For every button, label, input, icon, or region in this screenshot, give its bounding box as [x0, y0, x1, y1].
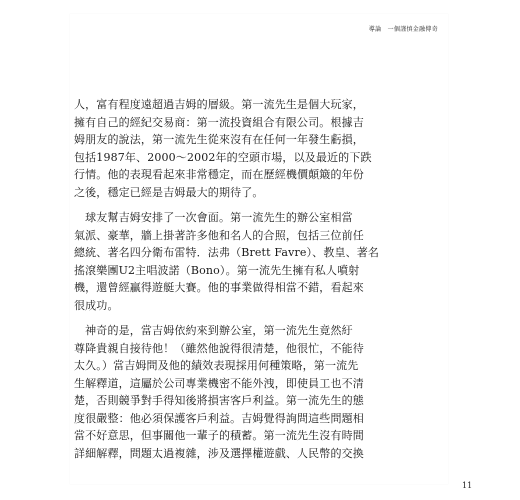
paragraph-2: [74, 209, 380, 314]
text-line: 生解釋道，這屬於公司專業機密不能外洩，即使員工也不清: [74, 376, 364, 390]
paragraph-1: [74, 96, 374, 201]
text-line: 很成功。: [74, 298, 119, 312]
running-header: [369, 24, 438, 33]
text-line: 尊降貴親自接待他！（雖然他說得很清楚，他很忙，不能待: [74, 341, 364, 355]
text-line: 擁有自己的經紀交易商：第一流投資組合有限公司。根據吉: [74, 115, 364, 129]
text-line: 神奇的是，當吉姆依約來到辦公室，第一流先生竟然紆: [74, 324, 353, 337]
text-line: 氣派、豪華，牆上掛著許多他和名人的合照，包括三位前任: [74, 228, 364, 242]
text-line: 機，還曾經贏得遊艇大賽。他的事業做得相當不錯，看起來: [74, 281, 364, 294]
body-text: [74, 96, 380, 462]
text-line: 楚，否則競爭對手得知後將損害客戶利益。第一流先生的態: [74, 394, 364, 407]
page-number: 11: [462, 481, 473, 490]
text-line: 球友幫吉姆安排了一次會面。第一流先生的辦公室相當: [74, 211, 353, 224]
header-title: 一個謹慎金融傳奇: [387, 26, 438, 33]
text-line: 姆朋友的說法，第一流先生從來沒有在任何一年發生虧損，: [74, 133, 364, 146]
text-line: 之後，穩定已經是吉姆最大的期待了。: [74, 185, 264, 199]
text-line: 人，富有程度遠超過吉姆的層級。第一流先生是個大玩家，: [74, 98, 364, 111]
text-line: 包括1987年、2000～2002年的空頭市場，以及最近的下跌: [74, 150, 372, 164]
text-line: 度很嚴整：他必須保護客戶利益。吉姆覺得詢問這些問題相: [74, 411, 364, 425]
paragraph-3: [74, 322, 374, 462]
text-line: 太久。）當吉姆問及他的績效表現採用何種策略，第一流先: [74, 359, 359, 372]
header-section: 導論: [368, 26, 382, 33]
text-line: 詳細解釋，問題太過複雜，涉及選擇權遊戲、人民幣的交換: [74, 446, 364, 460]
text-line: 當不好意思，但事關他一輩子的積蓄。第一流先生沒有時間: [74, 429, 364, 442]
text-line: 總統、著名四分衛布雷特．法弗（Brett Favre）、教皇、著名: [74, 246, 380, 259]
text-line: 行情。他的表現看起來非常穩定，而在歷經機價顛簸的年份: [74, 168, 364, 181]
text-line: 搖滾樂團U2主唱波諾（Bono）。第一流先生擁有私人噴射: [74, 263, 360, 277]
